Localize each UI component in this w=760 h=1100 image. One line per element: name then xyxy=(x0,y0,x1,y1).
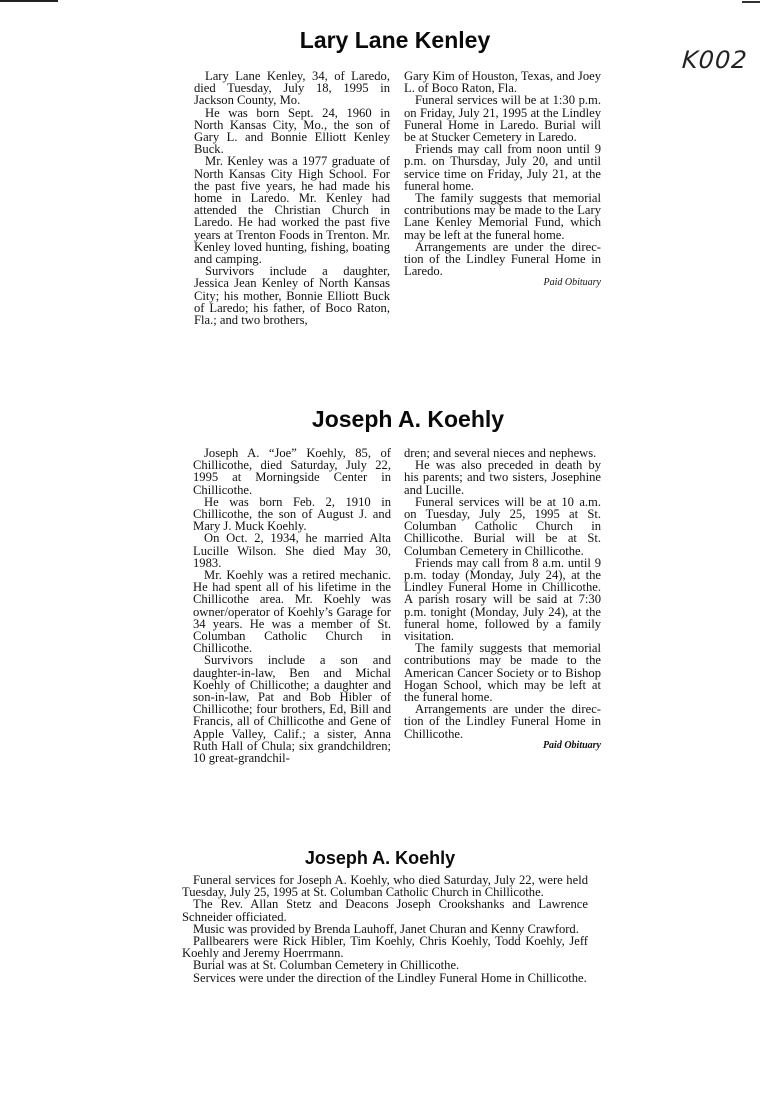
obituary-column-right xyxy=(404,70,601,290)
paragraph: Funeral services will be at 1:30 p.m. on Friday, July 21, 1995 at the Lindley Funeral Home in Laredo. Burial will be at Stucker Cemetery in Laredo. xyxy=(404,93,601,145)
paragraph: Lary Lane Kenley, 34, of Laredo, died Tuesday, July 18, 1995 in Jackson County, Mo. xyxy=(194,69,390,108)
obituary-column-left xyxy=(193,447,391,764)
paid-obituary-label: Paid Obituary xyxy=(543,277,601,289)
paragraph-continuation: Gary Kim of Houston, Texas, and Joey L. of Boco Raton, Fla. xyxy=(404,69,601,96)
funeral-notice-title: Joseph A. Koehly xyxy=(304,848,456,868)
paragraph: The family suggests that memorial contributions may be made to the Lary Lane Kenley Memorial Fund, which may be left at the funeral home. xyxy=(404,191,601,242)
paragraph: Services were under the direction of the Lindley Funeral Home in Chillicothe. xyxy=(193,970,587,985)
obituary-title: Joseph A. Koehly xyxy=(311,406,505,432)
paragraph: The family suggests that memorial contributions may be made to the American Cancer Society or to Bishop Hogan School, which may be left at the funeral home. xyxy=(404,641,601,705)
paragraph: Joseph A. “Joe” Koehly, 85, of Chillicothe, died Saturday, July 22, 1995 at Morningside Center in Chillicothe. xyxy=(193,446,391,497)
obituary-column-left xyxy=(194,70,390,326)
paragraph: Burial was at St. Columban Cemetery in Chillicothe. xyxy=(193,958,460,973)
paragraph: Funeral services will be at 10 a.m. on Tuesday, July 25, 1995 at St. Columban Catholic Church in Chillicothe. Burial will be at St. Columban Cemetery in Chillicothe. xyxy=(404,494,601,558)
paragraph: Music was provided by Brenda Lauhoff, Janet Churan and Kenny Crawford. xyxy=(193,921,579,936)
paragraph: Friends may call from noon until 9 p.m. on Thursday, July 20, and until service time on Friday, July 21, at the funeral home. xyxy=(404,142,601,193)
paragraph: Funeral services for Joseph A. Koehly, who died Saturday, July 22, were held Tuesday, July 25, 1995 at St. Columban Catholic Church in Chillicothe. xyxy=(182,873,588,900)
paragraph-continuation: dren; and several nieces and nephews. xyxy=(404,446,597,460)
paragraph: On Oct. 2, 1934, he married Alta Lucille Wilson. She died May 30, 1983. xyxy=(193,531,391,570)
paragraph: He was born Sept. 24, 1960 in North Kansas City, Mo., the son of Gary L. and Bonnie Elliott Kenley Buck. xyxy=(194,105,390,157)
paragraph: Arrangements are under the direction of the Lindley Funeral Home in Chillicothe. xyxy=(404,702,601,741)
paragraph: Survivors include a son and daughter-in-law, Ben and Michal Koehly of Chillicothe; a daughter and son-in-law, Pat and Bob Hibler of Chillicothe; four brothers, Ed, Bill and Francis, all of Chillicothe and Gene of Apple Valley, Calif.; a sister, Anna Ruth Hall of Chula; six grandchildren; 10 great-grandchil- xyxy=(193,653,391,766)
paragraph: He was born Feb. 2, 1910 in Chillicothe, the son of August J. and Mary J. Muck Koehly. xyxy=(193,494,391,534)
paragraph: Friends may call from 8 a.m. until 9 p.m. today (Monday, July 24), at the Lindley Funeral Home in Chillicothe. A parish rosary will be said at 7:30 p.m. tonight (Monday, July 24), at the funeral home, followed by a family visitation. xyxy=(404,555,601,644)
paragraph: Pallbearers were Rick Hibler, Tim Koehly, Chris Koehly, Todd Koehly, Jeff Koehly and Jeremy Hoerrmann. xyxy=(182,934,588,961)
paragraph: Mr. Kenley was a 1977 graduate of North Kansas City High School. For the past five years, he had made his home in Laredo. Mr. Kenley had attended the Christian Church in Laredo. He had worked the past five years at Trenton Foods in Trenton. Mr. Kenley loved hunting, fishing, boating and camping. xyxy=(194,154,390,267)
paid-obituary-label: Paid Obituary xyxy=(542,739,601,751)
paragraph: The Rev. Allan Stetz and Deacons Joseph Crookshanks and Lawrence Schneider officiated. xyxy=(182,897,588,924)
paragraph: Survivors include a daughter, Jessica Jean Kenley of North Kansas City; his mother, Bonnie Elliott Buck of Laredo; his father, of Boco Raton, Fla.; and two brothers, xyxy=(194,264,390,328)
paragraph: He was also preceded in death by his parents; and two sisters, Josephine and Lucille. xyxy=(404,458,601,497)
paragraph: Arrangements are under the direction of the Lindley Funeral Home in Laredo. xyxy=(404,239,601,279)
top-left-rule xyxy=(0,0,58,2)
funeral-notice-body xyxy=(182,874,588,984)
top-right-rule xyxy=(742,1,760,3)
handwritten-margin-note: K002 xyxy=(681,46,749,74)
paragraph: Mr. Koehly was a retired mechanic. He had spent all of his lifetime in the Chillicothe area. Mr. Koehly was owner/operator of Koehly’s Garage for 34 years. He was a member of St. Columban Catholic Church in Chillicothe. xyxy=(193,568,391,656)
obituary-title: Lary Lane Kenley xyxy=(299,27,491,53)
obituary-column-right xyxy=(404,447,601,752)
